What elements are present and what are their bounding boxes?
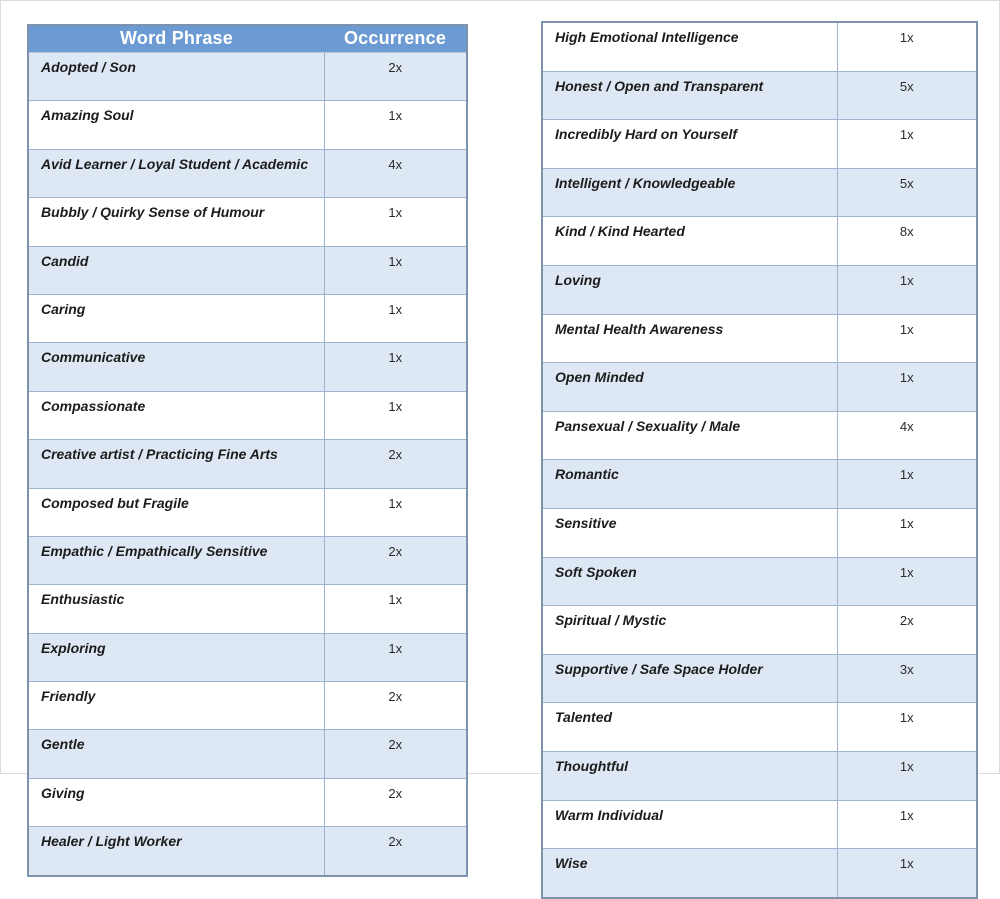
word-phrase-cell: Loving [542,265,837,314]
word-phrase-cell: Candid [28,246,324,294]
word-occurrence-table-right [541,21,978,899]
table-row [542,363,977,412]
word-phrase-cell: Honest / Open and Transparent [542,71,837,120]
table-row [542,800,977,849]
word-phrase-cell: Pansexual / Sexuality / Male [542,411,837,460]
occurrence-cell: 1x [837,557,977,606]
left-table-body [28,53,467,876]
occurrence-cell: 3x [837,654,977,703]
table-row [542,120,977,169]
occurrence-cell: 1x [324,343,467,391]
table-row [542,606,977,655]
word-phrase-cell: Compassionate [28,391,324,439]
occurrence-cell: 2x [324,682,467,730]
table-row [28,440,467,488]
occurrence-cell: 1x [324,294,467,342]
word-phrase-cell: Amazing Soul [28,101,324,149]
occurrence-cell: 2x [324,440,467,488]
table-row [542,703,977,752]
occurrence-cell: 2x [324,53,467,101]
table-row [28,101,467,149]
word-phrase-cell: Spiritual / Mystic [542,606,837,655]
table-row [28,294,467,342]
word-phrase-cell: Warm Individual [542,800,837,849]
table-row [542,22,977,71]
word-phrase-cell: Adopted / Son [28,53,324,101]
occurrence-cell: 1x [324,391,467,439]
table-row [542,751,977,800]
table-row [542,557,977,606]
word-phrase-cell: Mental Health Awareness [542,314,837,363]
word-phrase-cell: Soft Spoken [542,557,837,606]
word-phrase-cell: Communicative [28,343,324,391]
table-header-row [28,25,467,53]
occurrence-cell: 1x [837,849,977,898]
word-phrase-cell: Romantic [542,460,837,509]
occurrence-cell: 5x [837,168,977,217]
table-row [28,682,467,730]
occurrence-cell: 1x [837,460,977,509]
table-row [542,849,977,898]
table-row [28,633,467,681]
occurrence-header: Occurrence [324,25,467,53]
table-row [542,71,977,120]
word-phrase-cell: High Emotional Intelligence [542,22,837,71]
word-phrase-cell: Thoughtful [542,751,837,800]
table-row [28,778,467,826]
word-phrase-cell: Incredibly Hard on Yourself [542,120,837,169]
occurrence-cell: 4x [837,411,977,460]
word-phrase-cell: Empathic / Empathically Sensitive [28,536,324,584]
table-row [542,217,977,266]
word-phrase-cell: Creative artist / Practicing Fine Arts [28,440,324,488]
table-row [28,827,467,876]
occurrence-cell: 1x [324,488,467,536]
word-occurrence-table-left [27,24,468,877]
table-row [28,536,467,584]
word-phrase-cell: Gentle [28,730,324,778]
word-phrase-cell: Talented [542,703,837,752]
occurrence-cell: 1x [324,101,467,149]
occurrence-cell: 1x [324,198,467,246]
table-row [28,585,467,633]
table-row [542,654,977,703]
table-row [542,508,977,557]
occurrence-cell: 8x [837,217,977,266]
occurrence-cell: 2x [324,827,467,876]
occurrence-cell: 1x [837,508,977,557]
occurrence-cell: 1x [837,363,977,412]
table-row [28,246,467,294]
occurrence-cell: 2x [837,606,977,655]
table-row [542,168,977,217]
occurrence-cell: 1x [837,703,977,752]
table-row [28,343,467,391]
table-row [542,411,977,460]
table-row [28,488,467,536]
word-phrase-cell: Open Minded [542,363,837,412]
occurrence-cell: 1x [837,800,977,849]
occurrence-cell: 2x [324,778,467,826]
table-row [28,730,467,778]
table-row [542,314,977,363]
occurrence-cell: 1x [837,22,977,71]
word-phrase-cell: Enthusiastic [28,585,324,633]
table-row [542,265,977,314]
word-phrase-cell: Giving [28,778,324,826]
word-phrase-cell: Avid Learner / Loyal Student / Academic [28,149,324,197]
occurrence-cell: 2x [324,730,467,778]
word-phrase-cell: Intelligent / Knowledgeable [542,168,837,217]
occurrence-cell: 1x [837,265,977,314]
word-phrase-cell: Wise [542,849,837,898]
right-table-body [542,22,977,898]
occurrence-cell: 2x [324,536,467,584]
occurrence-cell: 1x [324,585,467,633]
word-phrase-cell: Caring [28,294,324,342]
word-phrase-cell: Exploring [28,633,324,681]
table-row [28,198,467,246]
occurrence-cell: 1x [837,120,977,169]
word-phrase-cell: Composed but Fragile [28,488,324,536]
table-row [28,53,467,101]
occurrence-cell: 1x [324,633,467,681]
occurrence-cell: 1x [324,246,467,294]
word-phrase-cell: Friendly [28,682,324,730]
word-phrase-cell: Supportive / Safe Space Holder [542,654,837,703]
word-phrase-cell: Healer / Light Worker [28,827,324,876]
table-row [28,149,467,197]
word-phrase-header: Word Phrase [28,25,324,53]
occurrence-cell: 1x [837,314,977,363]
word-phrase-cell: Kind / Kind Hearted [542,217,837,266]
occurrence-cell: 4x [324,149,467,197]
table-row [28,391,467,439]
table-row [542,460,977,509]
occurrence-cell: 1x [837,751,977,800]
word-phrase-cell: Bubbly / Quirky Sense of Humour [28,198,324,246]
word-phrase-cell: Sensitive [542,508,837,557]
occurrence-cell: 5x [837,71,977,120]
